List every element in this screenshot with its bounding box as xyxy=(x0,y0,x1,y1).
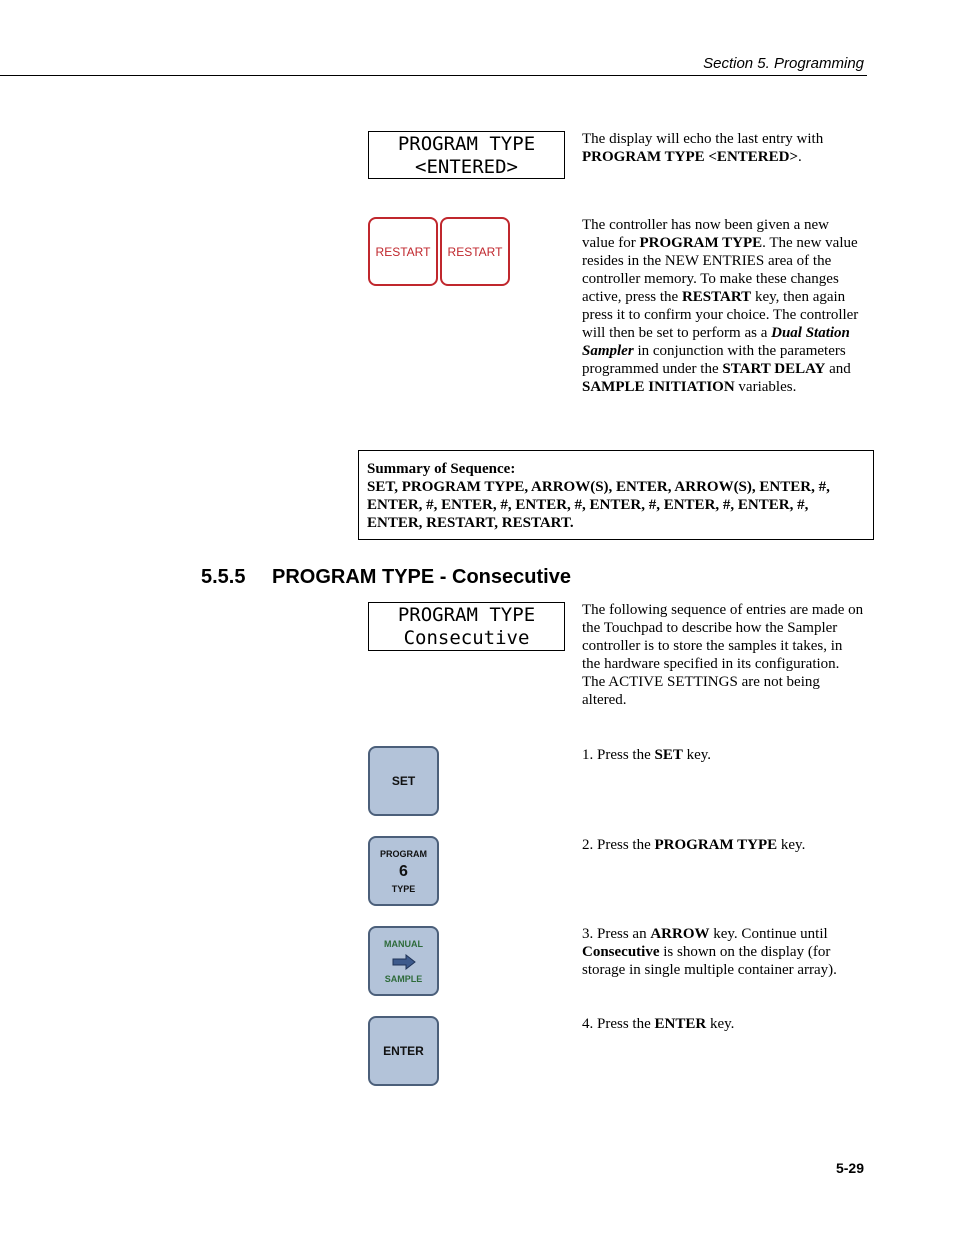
step-1: 1. Press the SET key. xyxy=(582,747,712,763)
summary-of-sequence-box xyxy=(358,450,874,540)
lcd-line-2: Consecutive xyxy=(403,627,530,649)
header-rule xyxy=(0,75,867,76)
right-arrow-icon xyxy=(392,954,416,970)
intro-paragraph: The following sequence of entries are made on the Touchpad to describe how the Sampler controller is to store the samples it takes, in the hardware specified in its configuration. The ACTIVE SETTINGS are not being altered. xyxy=(582,602,864,708)
lcd-line-1: PROGRAM TYPE xyxy=(397,604,536,626)
enter-key[interactable] xyxy=(368,1016,439,1086)
step-3: 3. Press an ARROW key. Continue until Consecutive is shown on the display (for storage in single multiple container array). xyxy=(582,926,837,978)
lcd-line-1: PROGRAM TYPE xyxy=(397,133,536,155)
set-key-label: SET xyxy=(391,774,416,788)
step-4: 4. Press the ENTER key. xyxy=(582,1016,735,1032)
section-title: PROGRAM TYPE - Consecutive xyxy=(272,566,571,588)
section-number: 5.5.5 xyxy=(201,566,246,588)
program-type-key[interactable] xyxy=(368,836,439,906)
section-heading xyxy=(201,566,571,589)
summary-body: SET, PROGRAM TYPE, ARROW(S), ENTER, ARROW(S), ENTER, #, ENTER, #, ENTER, #, ENTER, #, ENTER, #, ENTER, #, ENTER, #, ENTER, RESTART, RESTART. xyxy=(367,479,830,531)
running-header: Section 5. Programming xyxy=(703,55,864,72)
enter-key-label: ENTER xyxy=(383,1044,424,1058)
restart-key-confirm[interactable] xyxy=(440,217,510,286)
arrow-key[interactable] xyxy=(368,926,439,996)
program-key-number: 6 xyxy=(399,862,408,880)
lcd-display-entered xyxy=(368,131,565,179)
set-key[interactable] xyxy=(368,746,439,816)
page-number: 5-29 xyxy=(835,1160,864,1176)
lcd-display-consecutive xyxy=(368,602,565,651)
arrow-key-bottom-label: SAMPLE xyxy=(384,973,423,984)
echo-paragraph: The display will echo the last entry with PROGRAM TYPE <ENTERED>. xyxy=(582,131,824,165)
step-2: 2. Press the PROGRAM TYPE key. xyxy=(582,837,806,853)
program-key-top-label: PROGRAM xyxy=(380,848,427,859)
restart-paragraph: The controller has now been given a new value for PROGRAM TYPE. The new value resides in the NEW ENTRIES area of the controller memory. To make these changes active, press the RESTART key, then again press it to confirm your choice. The controller will then be set to perform as a Dual Station Sampler in conjunction with the parameters programmed under the START DELAY and SAMPLE INITIATION variables. xyxy=(582,217,859,395)
lcd-line-2: <ENTERED> xyxy=(415,156,518,178)
restart-key[interactable] xyxy=(368,217,438,286)
restart-key-label: RESTART xyxy=(375,244,431,259)
summary-title: Summary of Sequence: xyxy=(367,461,516,477)
program-key-bottom-label: TYPE xyxy=(391,883,416,894)
arrow-key-top-label: MANUAL xyxy=(384,938,423,949)
restart-key-label: RESTART xyxy=(447,244,503,259)
